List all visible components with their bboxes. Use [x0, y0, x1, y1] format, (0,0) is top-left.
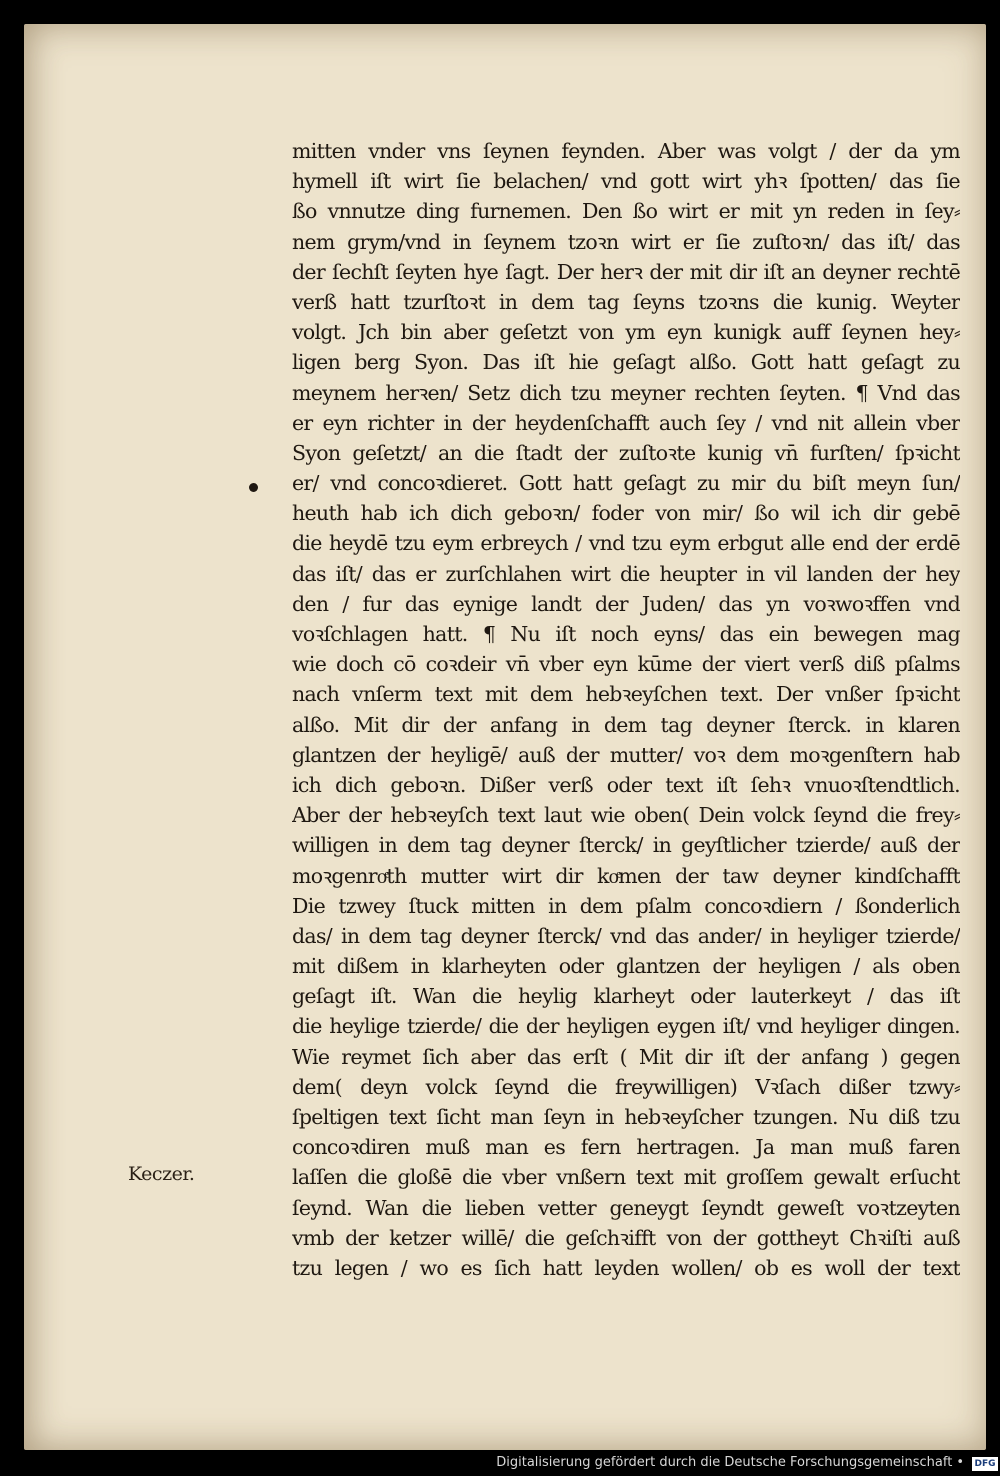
page-text-block [292, 136, 960, 1283]
text-line: der ſechſt ſeyten hye ſagt. Der herꝛ der mit dir iſt an deyner rechtē [292, 259, 960, 284]
text-line: das iſt/ das er zurſchlahen wirt die heupter in vil landen der hey [292, 561, 960, 586]
text-line: ßo vnnutze ding furnemen. Den ßo wirt er mit yn reden in ſey⸗ [292, 199, 960, 224]
text-line: volgt. Jch bin aber geſetzt von ym eyn kunigk auff ſeynen hey⸗ [292, 320, 960, 345]
text-line: ligen berg Syon. Das iſt hie geſagt alßo. Gott hatt geſagt zu [292, 350, 960, 375]
text-line: das/ in dem tag deyner ſterck/ vnd das ander/ in heyliger tzierde/ [292, 923, 960, 948]
text-line: ſpeltigen text ſicht man ſeyn in hebꝛeyſcher tzungen. Nu diß tzu [292, 1105, 960, 1129]
text-line: meynem herꝛen/ Setz dich tzu meyner rechten ſeyten. ¶ Vnd das [292, 380, 960, 405]
text-line: vmb der ketzer willē/ die geſchꝛifft von der gottheyt Chꝛiſti auß [292, 1225, 960, 1250]
text-line: Syon geſetzt/ an die ſtadt der zuſtoꝛte kunig vn̄ furſten/ ſpꝛicht [292, 440, 960, 465]
text-line: nem grym/vnd in ſeynem tzoꝛn wirt er ſie zuſtoꝛn/ das iſt/ das [292, 229, 960, 254]
dfg-logo-icon: DFG [972, 1457, 998, 1471]
text-line: dem( deyn volck ſeynd die freywilligen) Vꝛſach dißer tzwy⸗ [292, 1074, 960, 1099]
text-line: verß hatt tzurſtoꝛt in dem tag ſeyns tzoꝛns die kunig. Weyter [292, 289, 960, 314]
text-line: Die tzwey ſtuck mitten in dem pſalm concoꝛdiern / ßonderlich [292, 893, 960, 918]
text-line: ſeynd. Wan die lieben vetter geneygt ſeyndt geweſt voꝛtzeyten [292, 1195, 960, 1220]
margin-note: Keczer. [128, 1163, 195, 1185]
book-page [24, 24, 986, 1450]
text-line: Wie reymet ſich aber das erſt ( Mit dir iſt der anfang ) gegen [292, 1044, 960, 1069]
text-line: laſſen die gloßē die vber vnßern text mit groſſem gewalt erſucht [292, 1165, 960, 1190]
text-line: die heylige tzierde/ die der heyligen eygen iſt/ vnd heyliger dingen. [292, 1014, 960, 1039]
text-line: tzu legen / wo es ſich hatt leyden wollen/ ob es woll der text [292, 1255, 960, 1280]
footer-bar [0, 1452, 1000, 1476]
text-line: geſagt iſt. Wan die heylig klarheyt oder lauterkeyt / das iſt [292, 984, 960, 1009]
text-line: Aber der hebꝛeyſch text laut wie oben( Dein volck ſeynd die frey⸗ [292, 803, 960, 828]
footer-separator: • [956, 1455, 964, 1470]
text-line: alßo. Mit dir der anfang in dem tag deyner ſterck. in klaren [292, 712, 960, 737]
text-line: mitten vnder vns ſeynen feynden. Aber was volgt / der da ym [292, 139, 960, 163]
text-line: den / fur das eynige landt der Juden/ das yn voꝛwoꝛffen vnd [292, 591, 960, 616]
text-line: heuth hab ich dich geboꝛn/ foder von mir/ ßo wil ich dir gebē [292, 501, 960, 526]
text-line: moꝛgenroͤth mutter wirt dir koͤmen der taw deyner kindſchafft [292, 863, 960, 888]
text-line: concoꝛdiren muß man es fern hertragen. Ja man muß faren [292, 1135, 960, 1160]
text-line: ich dich geboꝛn. Dißer verß oder text iſt ſehꝛ vnuoꝛſtendtlich. [292, 772, 960, 797]
text-line: willigen in dem tag deyner ſterck/ in geyſtlicher tzierde/ auß der [292, 833, 960, 858]
ink-blot [249, 483, 258, 492]
text-line: glantzen der heyligē/ auß der mutter/ voꝛ dem moꝛgenſtern hab [292, 742, 960, 767]
text-line: voꝛſchlagen hatt. ¶ Nu iſt noch eyns/ das ein bewegen mag [292, 622, 960, 646]
text-line: wie doch cō coꝛdeir vn̄ vber eyn kūme der viert verß diß pſalms [292, 652, 960, 677]
text-line: die heydē tzu eym erbreych / vnd tzu eym erbgut alle end der erdē [292, 531, 960, 556]
text-line: er/ vnd concoꝛdieret. Gott hatt geſagt zu mir du biſt meyn ſun/ [292, 471, 960, 496]
text-line: nach vnſerm text mit dem hebꝛeyſchen text. Der vnßer ſpꝛicht [292, 682, 960, 707]
footer-credit [496, 1455, 968, 1470]
text-line: er eyn richter in der heydenſchafft auch ſey / vnd nit allein vber [292, 410, 960, 435]
text-line: hymell iſt wirt ſie belachen/ vnd gott wirt yhꝛ ſpotten/ das ſie [292, 169, 960, 194]
text-line: mit dißem in klarheyten oder glantzen der heyligen / als oben [292, 954, 960, 979]
footer-credit-text: Digitalisierung gefördert durch die Deutsche Forschungsgemeinschaft [496, 1455, 953, 1470]
